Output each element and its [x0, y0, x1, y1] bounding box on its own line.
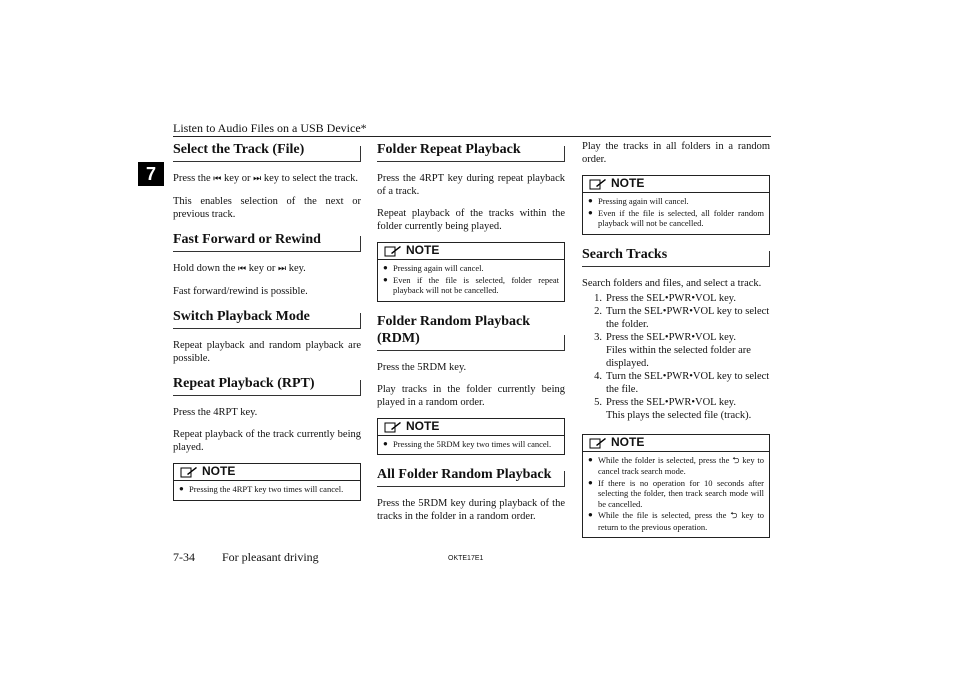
header-rule — [173, 136, 771, 137]
section-heading: Select the Track (File) — [173, 140, 361, 162]
note-bullet: ● Even if the file is selected, folder repeat playback will not be cancelled. — [383, 274, 559, 295]
paragraph: Press the 4RPT key. — [173, 407, 258, 418]
section-heading: Folder Repeat Playback — [377, 140, 565, 162]
note-label: NOTE — [611, 434, 645, 449]
note-bullet: ● Pressing the 5RDM key two times will cancel. — [383, 438, 552, 449]
paragraph: Hold down the ⏮ key or ⏭ key. — [173, 263, 306, 274]
note-pencil-icon — [384, 421, 402, 433]
next-track-key-icon: ⏭ — [277, 264, 287, 274]
step-item: 5. Press the SEL•PWR•VOL key. — [594, 396, 736, 408]
footer-section-title: For pleasant driving — [222, 550, 319, 564]
section-heading: Switch Playback Mode — [173, 307, 361, 329]
note-bullet: ● Pressing the 4RPT key two times will cancel. — [179, 484, 344, 494]
note-bullet: ● If there is no operation for 10 seconds after selecting the folder, then track search mode will be cancelled. — [588, 477, 764, 509]
chapter-tab: 7 — [138, 162, 164, 186]
section-heading: Fast Forward or Rewind — [173, 230, 361, 252]
paragraph: Repeat playback of the tracks within the folder currently being played. — [377, 208, 565, 232]
note-pencil-icon — [589, 178, 607, 190]
column-1 — [173, 140, 361, 511]
step-item: This plays the selected file (track). — [606, 409, 752, 421]
previous-track-key-icon: ⏮ — [213, 174, 222, 184]
note-bullet: ● Pressing again will cancel. — [383, 263, 484, 273]
paragraph: Repeat playback of the track currently being played. — [173, 429, 361, 453]
note-label: NOTE — [202, 464, 236, 478]
paragraph: Play tracks in the folder currently being played in a random order. — [377, 383, 565, 408]
running-header: Listen to Audio Files on a USB Device* — [173, 121, 367, 135]
note-bullet: ● While the file is selected, press the ⮌ key to return to the previous operation. — [588, 510, 765, 532]
note-pencil-icon — [589, 437, 607, 449]
page-number: 7-34 — [173, 550, 195, 564]
paragraph: Search folders and files, and select a track. — [582, 277, 762, 289]
note-pencil-icon — [384, 245, 402, 257]
section-heading: Search Tracks — [582, 245, 770, 267]
return-key-icon: ⮌ — [732, 455, 740, 466]
column-2 — [377, 140, 565, 532]
section-heading: All Folder Random Playback — [377, 465, 565, 487]
note-box — [173, 463, 361, 501]
note-label: NOTE — [611, 176, 645, 190]
note-box — [377, 242, 565, 302]
previous-track-key-icon: ⏮ — [238, 264, 247, 274]
step-item: 2. Turn the SEL•PWR•VOL key to select the folder. — [594, 305, 770, 330]
paragraph: This enables selection of the next or previous track. — [173, 196, 361, 220]
note-box — [582, 175, 770, 235]
paragraph: Fast forward/rewind is possible. — [173, 286, 308, 297]
paragraph: Press the 5RDM key during playback of the tracks in the folder in a random order. — [377, 498, 565, 522]
note-pencil-icon — [180, 466, 198, 478]
paragraph: Press the 5RDM key. — [377, 361, 467, 373]
note-bullet: ● Even if the file is selected, all folder random playback will not be cancelled. — [588, 207, 764, 228]
note-label: NOTE — [406, 418, 440, 433]
step-item: 3. Press the SEL•PWR•VOL key. — [594, 331, 736, 343]
paragraph: Play the tracks in all folders in a random order. — [582, 141, 770, 165]
step-item: Files within the selected folder are displayed. — [606, 344, 751, 369]
note-box — [582, 434, 770, 539]
return-key-icon: ⮌ — [730, 511, 738, 521]
steps-list — [582, 292, 770, 422]
note-bullet: ● While the folder is selected, press the ⮌ key to cancel track search mode. — [588, 454, 765, 476]
paragraph: Repeat playback and random playback are possible. — [173, 340, 361, 364]
step-item: 1. Press the SEL•PWR•VOL key. — [594, 292, 736, 304]
paragraph: Press the ⏮ key or ⏭ key to select the track. — [173, 173, 359, 184]
next-track-key-icon: ⏭ — [253, 174, 262, 184]
step-item: 4. Turn the SEL•PWR•VOL key to select the file. — [594, 370, 770, 395]
note-label: NOTE — [406, 243, 440, 257]
note-box — [377, 418, 565, 456]
section-heading: Repeat Playback (RPT) — [173, 374, 361, 396]
column-3 — [582, 140, 770, 548]
document-code: OKTE17E1 — [448, 555, 484, 562]
section-heading: Folder Random Playback (RDM) — [377, 312, 565, 351]
note-bullet: ● Pressing again will cancel. — [588, 196, 689, 206]
paragraph: Press the 4RPT key during repeat playback of a track. — [377, 173, 565, 197]
